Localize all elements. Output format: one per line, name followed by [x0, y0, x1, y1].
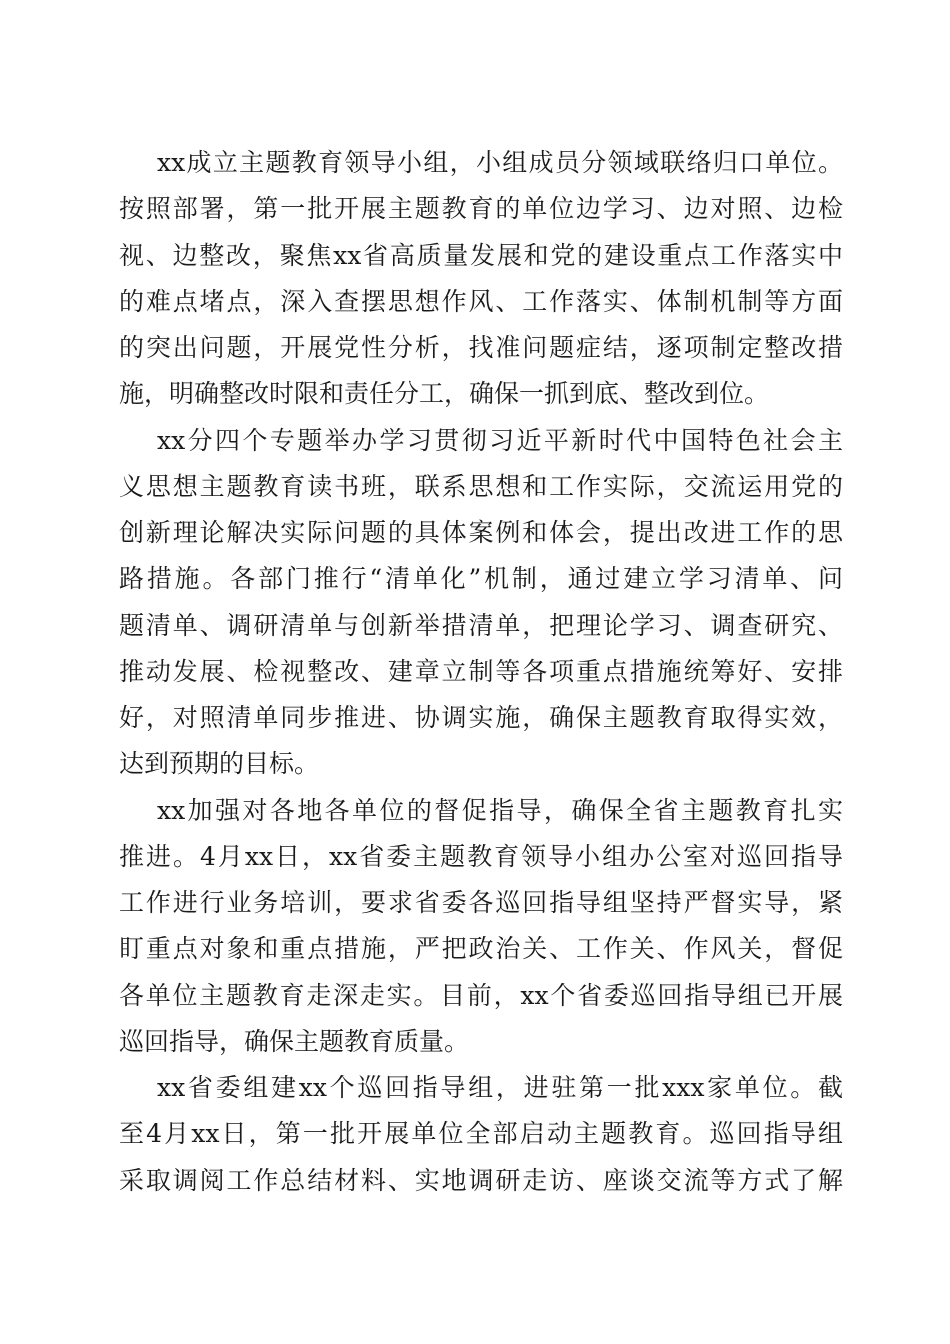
text-line: 视、边整改，聚焦xx省高质量发展和党的建设重点工作落实中 — [119, 240, 843, 270]
text-line: 推进。4月xx日，xx省委主题教育领导小组办公室对巡回指导 — [119, 841, 843, 871]
text-line: 达到预期的目标。 — [119, 749, 320, 779]
text-line: 采取调阅工作总结材料、实地调研走访、座谈交流等方式了解 — [119, 1165, 843, 1195]
text-line: 工作进行业务培训，要求省委各巡回指导组坚持严督实导，紧 — [119, 888, 843, 917]
text-line: 按照部署，第一批开展主题教育的单位边学习、边对照、边检 — [119, 194, 843, 224]
text-line: 至4月xx日，第一批开展单位全部启动主题教育。巡回指导组 — [119, 1119, 843, 1149]
paragraph-1 — [119, 140, 843, 418]
text-line: xx省委组建xx个巡回指导组，进驻第一批xxx家单位。截 — [157, 1073, 843, 1102]
text-line: xx加强对各地各单位的督促指导，确保全省主题教育扎实 — [157, 795, 843, 825]
text-line: 各单位主题教育走深走实。目前，xx个省委巡回指导组已开展 — [119, 980, 843, 1010]
text-line: 巡回指导，确保主题教育质量。 — [119, 1026, 470, 1056]
paragraph-4 — [119, 1065, 843, 1204]
text-line: 好，对照清单同步推进、协调实施，确保主题教育取得实效， — [119, 703, 843, 732]
text-line: 路措施。各部门推行“清单化”机制，通过建立学习清单、问 — [119, 564, 843, 594]
text-line: 义思想主题教育读书班，联系思想和工作实际，交流运用党的 — [119, 471, 843, 501]
paragraph-2 — [119, 418, 843, 788]
text-line: xx成立主题教育领导小组，小组成员分领域联络归口单位。 — [157, 148, 843, 177]
text-line: 创新理论解决实际问题的具体案例和体会，提出改进工作的思 — [119, 518, 843, 547]
text-line: 推动发展、检视整改、建章立制等各项重点措施统筹好、安排 — [119, 656, 843, 686]
text-line: 盯重点对象和重点措施，严把政治关、工作关、作风关，督促 — [119, 934, 843, 964]
text-line: 施，明确整改时限和责任分工，确保一抓到底、整改到位。 — [119, 379, 770, 409]
text-line: 的难点堵点，深入查摆思想作风、工作落实、体制机制等方面 — [119, 286, 843, 316]
text-line: xx分四个专题举办学习贯彻习近平新时代中国特色社会主 — [157, 425, 843, 455]
paragraph-3 — [119, 788, 843, 1066]
document-body — [119, 140, 843, 1204]
text-line: 的突出问题，开展党性分析，找准问题症结，逐项制定整改措 — [119, 333, 843, 362]
text-line: 题清单、调研清单与创新举措清单，把理论学习、调查研究、 — [119, 610, 843, 640]
